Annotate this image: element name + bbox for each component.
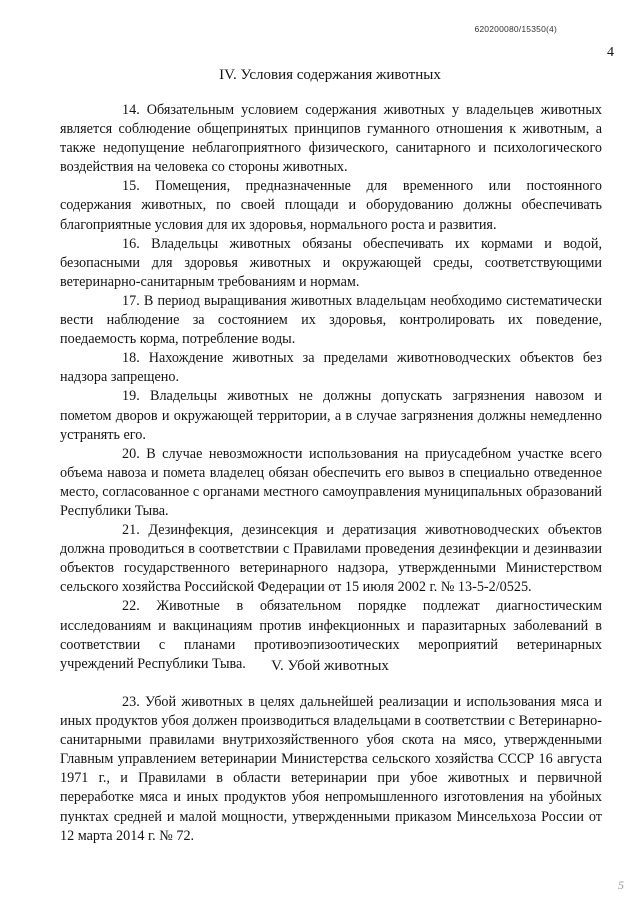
section-conditions-body xyxy=(60,101,602,674)
section-title-slaughter: V. Убой животных xyxy=(271,658,389,674)
paragraph-14: 14. Обязательным условием содержания животных у владельцев животных является соблюдение общепринятых принципов гуманного отношения к животным, а также недопущение неблагоприятного физического, санитарного и психологического воздействия на человека со стороны животных. xyxy=(60,102,602,176)
handwritten-page-mark: 5 xyxy=(618,878,624,892)
paragraph-22: 22. Животные в обязательном порядке подлежат диагностическим исследованиям и вакцинациям против инфекционных и паразитарных заболеваний в соответствии с планами противоэпизоотических мероприятий ветеринарных учреждений Республики Тыва. xyxy=(60,598,602,672)
paragraph-23: 23. Убой животных в целях дальнейшей реализации и использования мяса и иных продуктов убоя должен производиться владельцами в соответствии с Ветеринарно-санитарными правилами внутрихозяйственного убоя скота на мясо, утвержденными Главным управлением ветеринарии Министерства сельского хозяйства СССР 16 августа 1971 г., и Правилами в области ветеринарии при убое животных и первичной переработке мяса и иных продуктов убоя непромышленного изготовления на убойных пунктах средней и малой мощности, утвержденными приказом Минсельхоза России от 12 марта 2014 г. № 72. xyxy=(60,694,602,844)
section-title-conditions: IV. Условия содержания животных xyxy=(219,67,441,83)
paragraph-16: 16. Владельцы животных обязаны обеспечивать их кормами и водой, безопасными для здоровья животных и окружающей среды, соответствующими ветеринарно-санитарным требованиям и нормам. xyxy=(60,235,602,290)
paragraph-20: 20. В случае невозможности использования на приусадебном участке всего объема навоза и помета владелец обязан обеспечить его вывоз в специально отведенное место, согласованное с органами местного самоуправления муниципальных образований Республики Тыва. xyxy=(60,445,602,519)
paragraph-15: 15. Помещения, предназначенные для временного или постоянного содержания животных, по своей площади и оборудованию должны обеспечивать благоприятные условия для их здоровья, нормального роста и развития. xyxy=(60,178,602,233)
page-number: 4 xyxy=(607,45,614,60)
paragraph-19: 19. Владельцы животных не должны допускать загрязнения навозом и пометом дворов и окружающей территории, а в случае загрязнения должны немедленно устранять его. xyxy=(60,388,602,443)
document-id: 620200080/15350(4) xyxy=(474,24,557,34)
paragraph-18: 18. Нахождение животных за пределами животноводческих объектов без надзора запрещено. xyxy=(60,350,602,386)
section-slaughter-body xyxy=(60,693,602,846)
paragraph-21: 21. Дезинфекция, дезинсекция и дератизация животноводческих объектов должна проводиться в соответствии с Правилами проведения дезинфекции и дезинвазии объектов государственного ветеринарного надзора, утвержденными Министерством сельского хозяйства Российской Федерации от 15 июля 2002 г. № 13-5-2/0525. xyxy=(60,522,602,596)
paragraph-17: 17. В период выращивания животных владельцам необходимо систематически вести наблюдение за состоянием их здоровья, контролировать их поведение, поедаемость корма, потребление воды. xyxy=(60,292,602,348)
